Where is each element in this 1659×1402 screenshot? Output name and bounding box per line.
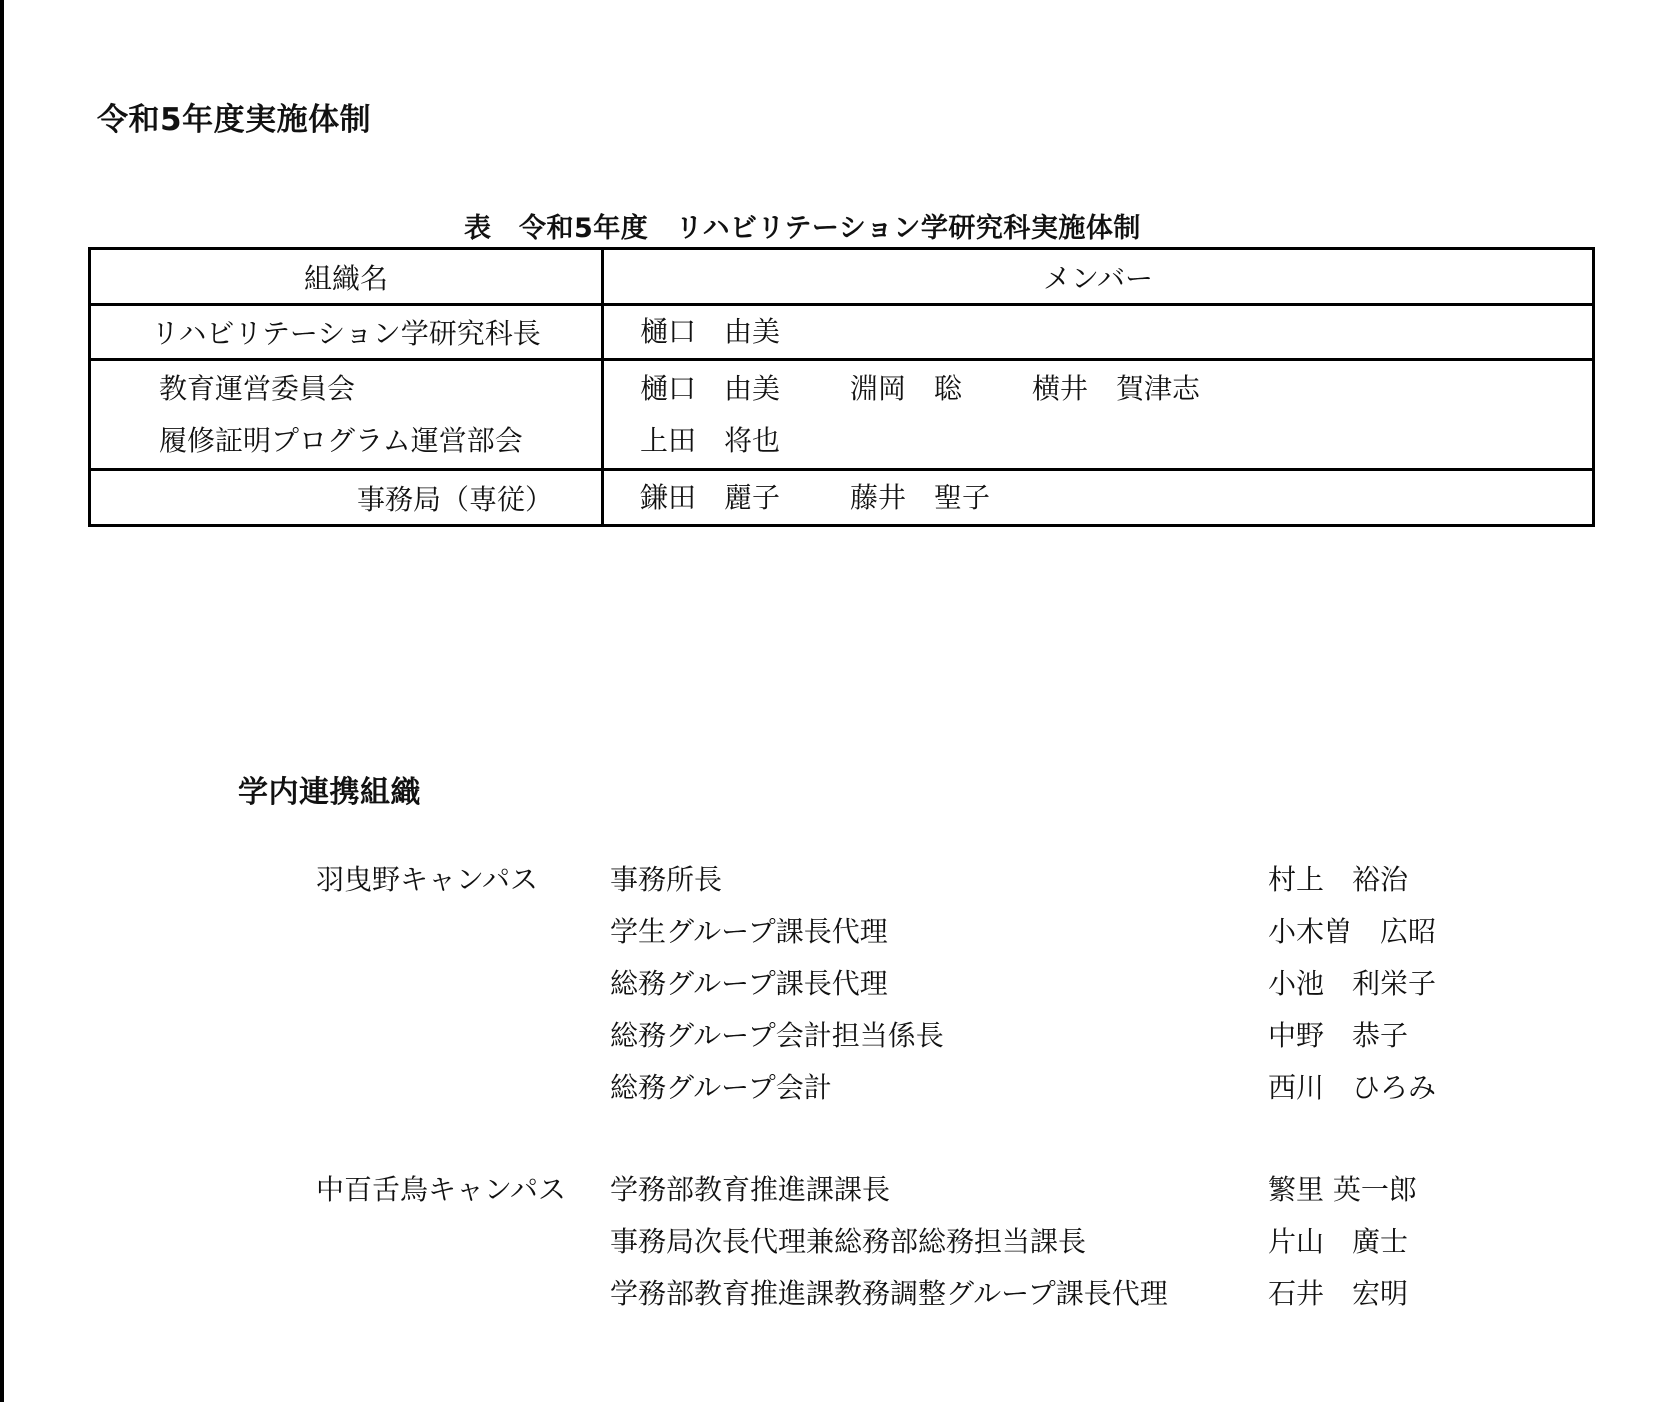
member-name: 樋口 由美 bbox=[640, 371, 781, 405]
org-name-text: 履修証明プログラム運営部会 bbox=[159, 423, 523, 457]
table-row bbox=[90, 470, 1594, 526]
member-name: 淵岡 聡 bbox=[850, 371, 963, 405]
person-name: 繁里 英一郎 bbox=[1268, 1173, 1417, 1206]
person-name: 小池 利栄子 bbox=[1268, 967, 1437, 1000]
table-row bbox=[90, 305, 1594, 360]
org-name-text: 事務局（専従） bbox=[356, 482, 553, 516]
left-edge-bar bbox=[0, 0, 4, 1402]
person-name: 石井 宏明 bbox=[1268, 1277, 1409, 1310]
campus-name: 中百舌鳥キャンパス bbox=[316, 1173, 567, 1206]
person-name: 村上 裕治 bbox=[1268, 863, 1409, 896]
member-name: 上田 将也 bbox=[640, 423, 781, 457]
member-line bbox=[640, 363, 1592, 415]
member-name: 横井 賀津志 bbox=[1032, 371, 1201, 405]
person-name: 小木曽 広昭 bbox=[1268, 915, 1437, 948]
role-label: 事務局次長代理兼総務部総務担当課長 bbox=[610, 1225, 1087, 1258]
role-label: 学生グループ課長代理 bbox=[610, 915, 888, 948]
member-cell bbox=[603, 305, 1594, 360]
person-name: 片山 廣士 bbox=[1268, 1225, 1409, 1258]
org-name bbox=[90, 305, 603, 360]
section-title: 学内連携組織 bbox=[238, 775, 421, 810]
member-cell bbox=[603, 470, 1594, 526]
campus-name: 羽曳野キャンパス bbox=[316, 863, 539, 896]
org-name bbox=[90, 470, 603, 526]
role-label: 学務部教育推進課教務調整グループ課長代理 bbox=[610, 1277, 1168, 1310]
role-label: 総務グループ課長代理 bbox=[610, 967, 888, 1000]
page-title: 令和5年度実施体制 bbox=[97, 102, 372, 138]
role-label: 総務グループ会計 bbox=[610, 1071, 832, 1104]
header-organization: 組織名 bbox=[90, 249, 603, 305]
person-name: 中野 恭子 bbox=[1268, 1019, 1409, 1052]
member-name: 藤井 聖子 bbox=[850, 480, 991, 514]
table-caption: 表 令和5年度 リハビリテーション学研究科実施体制 bbox=[464, 213, 1141, 244]
member-name: 樋口 由美 bbox=[640, 315, 781, 348]
role-label: 学務部教育推進課課長 bbox=[610, 1173, 891, 1206]
person-name: 西川 ひろみ bbox=[1268, 1071, 1437, 1104]
org-name-text: 教育運営委員会 bbox=[159, 371, 356, 405]
member-cell bbox=[603, 360, 1594, 470]
organization-table bbox=[88, 247, 1595, 527]
role-label: 事務所長 bbox=[610, 863, 723, 896]
member-line bbox=[640, 415, 1592, 467]
member-name: 鎌田 麗子 bbox=[640, 480, 781, 514]
org-name-text: リハビリテーション学研究科長 bbox=[151, 317, 541, 350]
role-label: 総務グループ会計担当係長 bbox=[610, 1019, 944, 1052]
table-header-row bbox=[90, 249, 1594, 305]
org-name bbox=[90, 360, 603, 470]
header-members: メンバー bbox=[603, 249, 1594, 305]
table-row bbox=[90, 360, 1594, 470]
